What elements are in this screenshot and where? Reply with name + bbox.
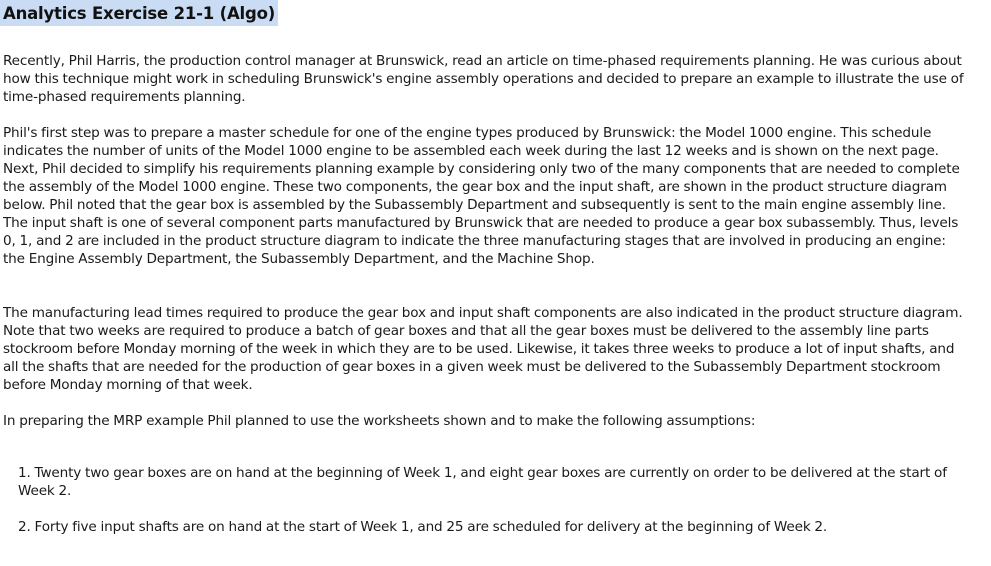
intro-paragraph: Recently, Phil Harris, the production control manager at Brunswick, read an article on time-phased requirements planning. He was curious about how this technique might work in scheduling Brunswick's engine assembly operations and decided to prepare an example to illustrate the use of time-phased requirements planning. (3, 53, 964, 105)
master-schedule-paragraph: Phil's first step was to prepare a master schedule for one of the engine types produced by Brunswick: the Model 1000 engine. This schedule indicates the number of units of the Model 1000 engine to be assembled each week during the last 12 weeks and is shown on the next page. Next, Phil decided to simplify his requirements planning example by considering only two of the many components that are needed to complete the assembly of the Model 1000 engine. These two components, the gear box and the input shaft, are shown in the product structure diagram below. Phil noted that the gear box is assembled by the Subassembly Department and subsequently is sent to the main engine assembly line. The input shaft is one of several component parts manufactured by Brunswick that are needed to produce a gear box subassembly. Thus, levels 0, 1, and 2 are included in the product structure diagram to indicate the three manufacturing stages that are involved in producing an engine: the Engine Assembly Department, the Subassembly Department, and the Machine Shop. (3, 125, 960, 267)
assumption-input-shafts: 2. Forty five input shafts are on hand at the start of Week 1, and 25 are scheduled for delivery at the beginning of Week 2. (18, 519, 828, 535)
assumptions-intro-paragraph: In preparing the MRP example Phil planned to use the worksheets shown and to make the following assumptions: (3, 413, 756, 429)
title-highlight (0, 0, 278, 26)
page-title: Analytics Exercise 21-1 (Algo) (3, 3, 276, 23)
assumption-gear-boxes: 1. Twenty two gear boxes are on hand at the beginning of Week 1, and eight gear boxes are currently on order to be delivered at the start of Week 2. (18, 465, 947, 499)
lead-times-paragraph: The manufacturing lead times required to produce the gear box and input shaft components are also indicated in the product structure diagram. Note that two weeks are required to produce a batch of gear boxes and that all the gear boxes must be delivered to the assembly line parts stockroom before Monday morning of the week in which they are to be used. Likewise, it takes three weeks to produce a lot of input shafts, and all the shafts that are needed for the production of gear boxes in a given week must be delivered to the Subassembly Department stockroom before Monday morning of that week. (3, 305, 963, 393)
assumptions-list (18, 464, 963, 554)
